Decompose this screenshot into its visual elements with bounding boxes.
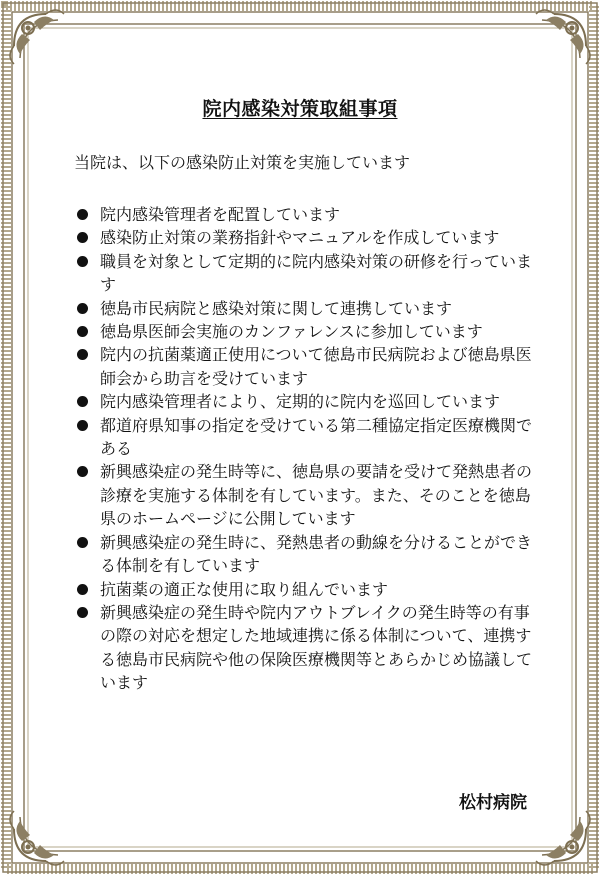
bullet-icon xyxy=(77,209,88,220)
measure-text: 院内感染管理者により、定期的に院内を巡回しています xyxy=(100,392,501,412)
corner-ornament-bottom-left xyxy=(10,811,64,865)
measures-list xyxy=(74,203,534,695)
intro-text: 当院は、以下の感染防止対策を実施しています xyxy=(74,153,411,172)
measure-text: 新興感染症の発生時等に、徳島県の要請を受けて発熱患者の診療を実施する体制を有しています。また、そのことを徳島県のホームページに公開しています xyxy=(100,462,533,529)
corner-ornament-top-right xyxy=(536,10,590,64)
bullet-icon xyxy=(77,326,88,337)
list-item xyxy=(74,531,534,578)
bullet-icon xyxy=(77,256,88,267)
bullet-icon xyxy=(77,466,88,477)
list-item xyxy=(74,390,534,413)
bullet-icon xyxy=(77,607,88,618)
measure-text: 徳島県医師会実施のカンファレンスに参加しています xyxy=(100,322,483,342)
hospital-signature: 松村病院 xyxy=(459,793,527,813)
list-item xyxy=(74,601,534,695)
list-item xyxy=(74,297,534,320)
measure-text: 院内感染管理者を配置しています xyxy=(100,205,341,224)
list-item xyxy=(74,578,534,601)
measure-text: 感染防止対策の業務指針やマニュアルを作成しています xyxy=(100,228,500,248)
list-item xyxy=(74,250,534,297)
list-item xyxy=(74,226,534,249)
bullet-icon xyxy=(77,232,88,243)
measure-text: 院内の抗菌薬適正使用について徳島市民病院および徳島県医師会から助言を受けています xyxy=(100,345,532,388)
list-item xyxy=(74,343,534,390)
bullet-icon xyxy=(77,303,88,314)
bullet-icon xyxy=(77,396,88,407)
corner-ornament-bottom-right xyxy=(536,811,590,865)
bullet-icon xyxy=(77,584,88,595)
list-item xyxy=(74,460,534,530)
bullet-icon xyxy=(77,349,88,360)
measure-text: 抗菌薬の適正な使用に取り組んでいます xyxy=(100,579,389,599)
measure-text: 都道府県知事の指定を受けている第二種協定指定医療機関である xyxy=(100,415,533,459)
list-item xyxy=(74,203,534,226)
measure-text: 職員を対象として定期的に院内感染対策の研修を行っています xyxy=(100,251,533,295)
measure-text: 徳島市民病院と感染対策に関して連携しています xyxy=(100,298,453,318)
bullet-icon xyxy=(77,420,88,431)
measure-text: 新興感染症の発生時や院内アウトブレイクの発生時等の有事の際の対応を想定した地域連携に係る体制について、連携する徳島市民病院や他の保険医療機関等とあらかじめ協議しています xyxy=(100,602,533,693)
bullet-icon xyxy=(77,537,88,548)
corner-ornament-top-left xyxy=(10,10,64,64)
notice-title: 院内感染対策取組事項 xyxy=(202,98,398,120)
list-item xyxy=(74,320,534,343)
list-item xyxy=(74,414,534,461)
measure-text: 新興感染症の発生時に、発熱患者の動線を分けることができる体制を有しています xyxy=(100,532,533,576)
